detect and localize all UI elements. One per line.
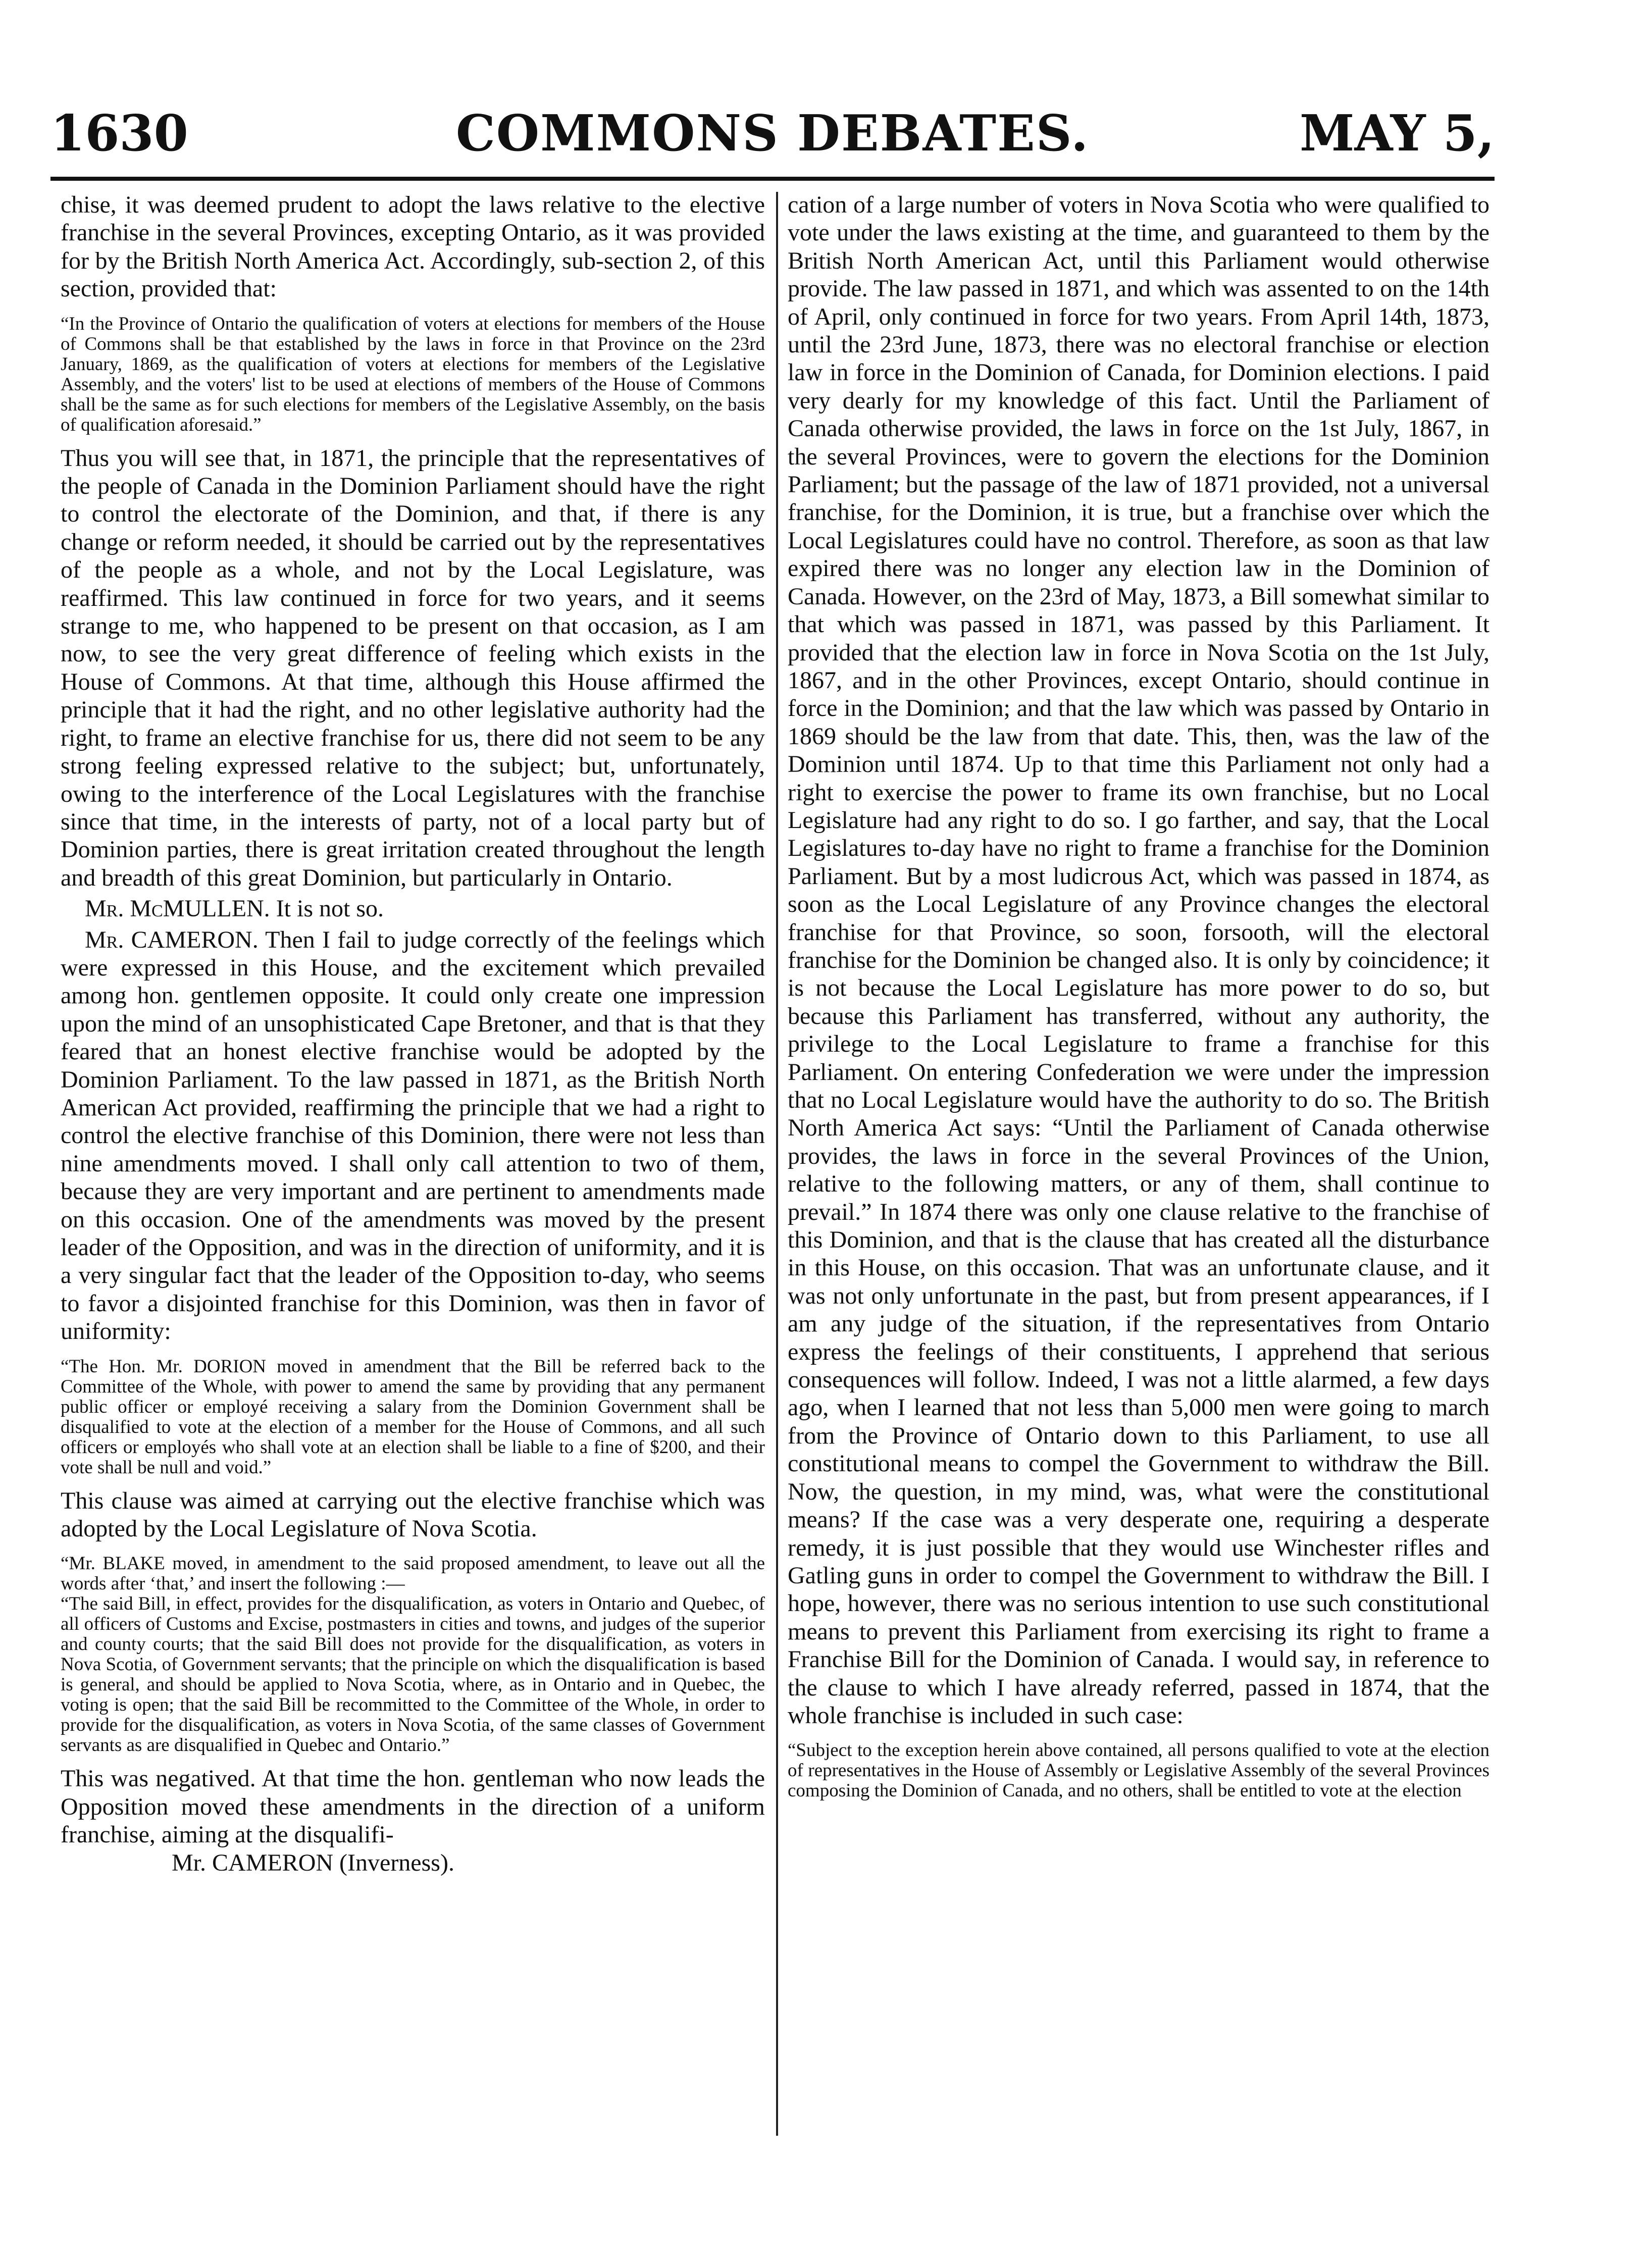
block-quote: “Mr. BLAKE moved, in amendment to the said proposed amendment, to leave out all the words after ‘that,’ and insert the following :— bbox=[61, 1553, 765, 1594]
paragraph: Thus you will see that, in 1871, the principle that the representatives of the people of Canada in the Dominion Parliament should have the right to control the electorate of the Dominion, and that, if there is any change or reform needed, it should be carried out by the representatives of the people as a whole, and not by the Local Legislature, was reaffirmed. This law continued in force for two years, and it seems strange to me, who happened to be present on that occasion, as I am now, to see the very great difference of feeling which exists in the House of Commons. At that time, although this House affirmed the principle that it had the right, and no other legislative authority had the right, to frame an elective franchise for us, there did not seem to be any strong feeling expressed relative to the subject; but, unfortunately, owing to the interference of the Local Legislatures with the franchise since that time, in the interests of party, not of a local party but of Dominion parties, there is great irritation created throughout the length and breadth of this great Dominion, but particularly in Ontario. bbox=[61, 444, 765, 891]
block-quote: “The said Bill, in effect, provides for the disqualification, as voters in Ontario and Quebec, of all officers of Customs and Excise, postmasters in cities and towns, and judges of the superior and county courts; that the said Bill does not provide for the disqualification, as voters in Nova Scotia, of Government servants; that the principle on which the disqualification is based is general, and should be applied to Nova Scotia, where, as in Ontario and in Quebec, the voting is open; that the said Bill be recommitted to the Committee of the Whole, in order to provide for the disqualification, as voters in Nova Scotia, of the same classes of Government servants as are disqualified in Quebec and Ontario.” bbox=[61, 1593, 765, 1756]
page-header bbox=[50, 98, 1495, 169]
block-quote: “In the Province of Ontario the qualification of voters at elections for members of the House of Commons shall be that established by the laws in force in that Province on the 23rd January, 1869, as the qualification of voters at elections for members of the Legislative Assembly, and the voters' list to be used at elections of members of the House of Commons shall be the same as for such elections for members of the Legislative Assembly, on the basis of qualification aforesaid.” bbox=[61, 313, 765, 435]
left-column bbox=[61, 191, 765, 1877]
paragraph: This clause was aimed at carrying out the elective franchise which was adopted by the Local Legislature of Nova Scotia. bbox=[61, 1487, 765, 1542]
publication-title: COMMONS DEBATES. bbox=[455, 105, 1090, 163]
paragraph: cation of a large number of voters in Nova Scotia who were qualified to vote under the laws existing at the time, and guaranteed to them by the British North American Act, until this Parliament would otherwise provide. The law passed in 1871, and which was assented to on the 14th of April, only continued in force for two years. From April 14th, 1873, until the 23rd June, 1873, there was no electoral franchise or election law in force in the Dominion of Canada, for Dominion elections. I paid very dearly for my knowledge of this fact. Until the Parliament of Canada otherwise provided, the laws in force on the 1st July, 1867, in the several Provinces, were to govern the elections for the Dominion Parliament; but the passage of the law of 1871 provided, not a universal franchise, for the Dominion, it is true, but a franchise over which the Local Legislatures could have no control. Therefore, as soon as that law expired there was no longer any election law in the Dominion of Canada. However, on the 23rd of May, 1873, a Bill somewhat similar to that which was passed in 1871, was passed by this Parliament. It provided that the election law in force in Nova Scotia on the 1st July, 1867, and in the other Provinces, except Ontario, should continue in force in the Dominion; and that the law which was passed by Ontario in 1869 should be the law from that date. This, then, was the law of the Dominion until 1874. Up to that time this Parliament not only had a right to exercise the power to frame its own franchise, but no Local Legislature had any right to do so. I go farther, and say, that the Local Legislatures to-day have no right to frame a franchise for the Dominion Parliament. But by a most ludicrous Act, which was passed in 1874, as soon as the Local Legislature of any Province changes the electoral franchise for that Province, so soon, forsooth, will the electoral franchise for the Dominion be changed also. It is only by coincidence; it is not because the Local Legislature has more power to do so, but because this Parliament has transferred, without any authority, the privilege to the Local Legislature to frame a franchise for this Parliament. On entering Confederation we were under the impression that no Local Legislature would have the authority to do so. The British North America Act says: “Until the Parliament of Canada otherwise provides, the laws in force in the several Provinces of the Union, relative to the following matters, or any of them, shall continue to prevail.” In 1874 there was only one clause relative to the franchise of this Dominion, and that is the clause that has created all the disturbance in this House, on this occasion. That was an unfortunate clause, and it was not only unfortunate in the past, but from present appearances, if I am any judge of the situation, if the representatives from Ontario express the feelings of their constituents, I apprehend that serious consequences will follow. Indeed, I was not a little alarmed, a few days ago, when I learned that not less than 5,000 men were going to march from the Province of Ontario down to this Parliament, to use all constitutional means to compel the Government to withdraw the Bill. Now, the question, in my mind, was, what were the constitutional means? If the case was a very desperate one, requiring a desperate remedy, it is just possible that they would use Winchester rifles and Gatling guns in order to compel the Government to withdraw the Bill. I hope, however, there was no serious intention to use such constitutional means to prevent this Parliament from exercising its right to frame a Franchise Bill for the Dominion of Canada. I would say, in reference to the clause to which I have already referred, passed in 1874, that the whole franchise is included in such case: bbox=[788, 191, 1489, 1729]
speech-text: It is not so. bbox=[276, 895, 384, 922]
paragraph: chise, it was deemed prudent to adopt the laws relative to the elective franchise in the several Provinces, excepting Ontario, as it was provided for by the British North America Act. Accordingly, sub-section 2, of this section, provided that: bbox=[61, 191, 765, 302]
speech-interjection bbox=[61, 895, 765, 922]
speech-text: Then I fail to judge correctly of the feelings which were expressed in this House, and the excitement which prevailed among hon. gentlemen opposite. It could only create one impression upon the mind of an unsophisticated Cape Bretoner, and that is that they feared that an honest elective franchise would be adopted by the Dominion Parliament. To the law passed in 1871, as the British North American Act provided, reaffirming the principle that we had a right to control the elective franchise of this Dominion, there were not less than nine amendments moved. I shall only call attention to two of them, because they are very important and are pertinent to amendments made on this occasion. One of the amendments was moved by the present leader of the Opposition, and was in the direction of uniformity, and it is a very singular fact that the leader of the Opposition to-day, who seems to favor a disjointed franchise for this Dominion, was then in favor of uniformity: bbox=[61, 926, 765, 1345]
speaker-name: Mr. CAMERON. bbox=[85, 926, 259, 953]
paragraph: This was negatived. At that time the hon. gentleman who now leads the Opposition moved these amendments in the direction of a uniform franchise, aiming at the disqualifi- bbox=[61, 1765, 765, 1848]
block-quote: “The Hon. Mr. DORION moved in amendment that the Bill be referred back to the Committee of the Whole, with power to amend the same by providing that any permanent public officer or employé receiving a salary from the Dominion Government shall be disqualified to vote at the election of a member for the House of Commons, and all such officers or employés who shall vote at an election shall be liable to a fine of $200, and their vote shall be null and void.” bbox=[61, 1356, 765, 1478]
block-quote: “Subject to the exception herein above contained, all persons qualified to vote at the election of representatives in the House of Assembly or Legislative Assembly of the several Provinces composing the Dominion of Canada, and no others, shall be entitled to vote at the election bbox=[788, 1740, 1489, 1801]
column-divider bbox=[776, 192, 778, 2136]
page-footer-speaker: Mr. CAMERON (Inverness). bbox=[172, 1849, 454, 1876]
speaker-name: Mr. McMULLEN. bbox=[85, 895, 270, 922]
speech-reply bbox=[61, 926, 765, 1346]
right-column bbox=[788, 191, 1489, 1810]
page-number: 1630 bbox=[50, 105, 188, 163]
header-rule bbox=[50, 177, 1495, 181]
page-date: MAY 5, bbox=[1299, 105, 1495, 163]
